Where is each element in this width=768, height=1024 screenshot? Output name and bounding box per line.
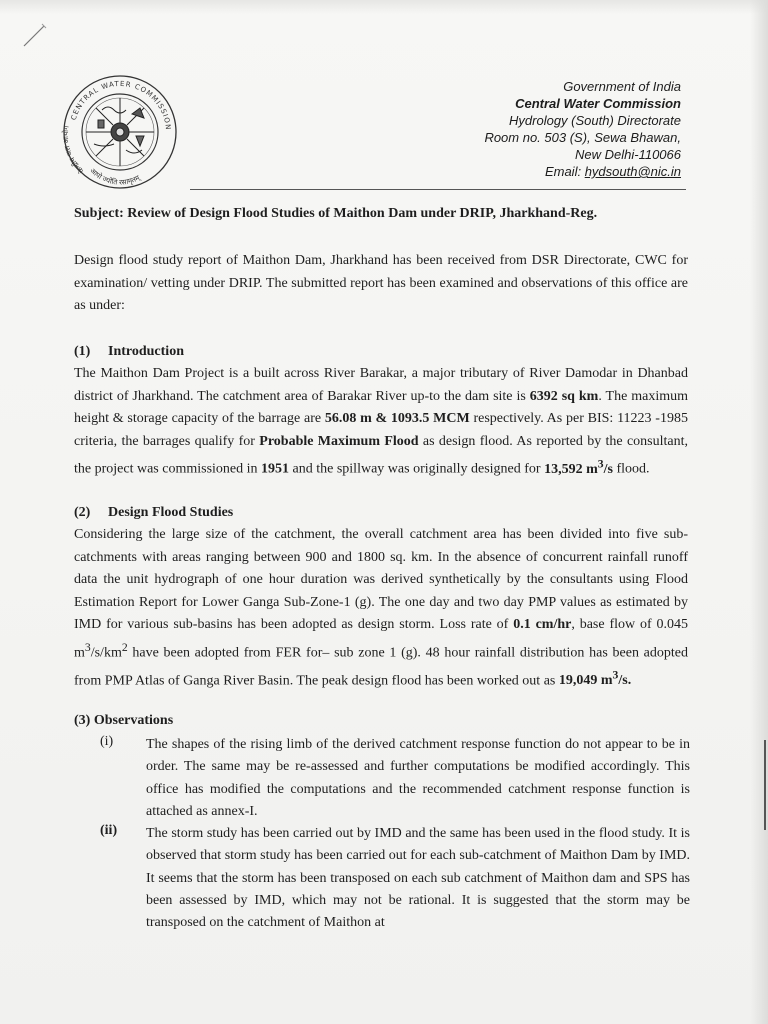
text-run: , base flow of 0.045 m — [74, 617, 688, 661]
email-link[interactable]: hydsouth@nic.in — [584, 164, 681, 179]
section-1-heading — [74, 344, 184, 360]
value-text: 19,049 m — [558, 673, 613, 689]
cwc-seal-logo — [50, 70, 190, 192]
pen-mark — [22, 22, 48, 48]
section-number: (1) — [74, 344, 91, 359]
section-3-heading: (3) Observations — [74, 713, 174, 728]
city-line: New Delhi-110066 — [575, 147, 681, 162]
superscript: 3 — [597, 457, 604, 470]
text-run: . The maximum height & storage capacity of the barrage are — [74, 388, 689, 426]
section-number: (2) — [74, 505, 91, 520]
room-line: Room no. 503 (S), Sewa Bhawan, — [484, 130, 681, 145]
scan-edge-mark — [764, 740, 766, 830]
value-text: 13,592 m — [544, 461, 598, 477]
org-line: Central Water Commission — [515, 96, 681, 111]
scan-right-edge — [750, 0, 768, 1024]
section-1-paragraph — [74, 363, 688, 481]
text-run: The Maithon Dam Project is a built across River Barakar, a major tributary of River Damodar in Dhanbad district of Jharkhand. The catchment area of Barakar River up-to the dam site is — [74, 366, 688, 404]
intro-paragraph: Design flood study report of Maithon Dam, Jharkhand has been received from DSR Directorate, CWC for examination/ vetting under DRIP. The submitted report has been examined and observations of this office are as under: — [74, 253, 688, 313]
text-run: as design flood. As reported by the consultant, the project was commissioned in — [74, 433, 688, 477]
unit-text: /s. — [618, 673, 632, 689]
header-divider — [190, 189, 686, 190]
subject-line: Subject: Review of Design Flood Studies of Maithon Dam under DRIP, Jharkhand-Reg. — [74, 206, 598, 221]
text-run: /s/km — [90, 645, 122, 661]
loss-rate-value: 0.1 cm/hr — [513, 617, 572, 632]
unit-text: /s — [603, 461, 613, 477]
letterhead-address — [361, 78, 681, 180]
commission-year: 1951 — [261, 461, 290, 477]
seal-bottom-text: आपो ज्योति रसामृतम् — [88, 166, 142, 187]
text-run: and the spillway was originally designed for — [289, 461, 545, 477]
gov-line: Government of India — [563, 79, 681, 94]
scan-top-edge — [0, 0, 768, 14]
spillway-design-flood — [544, 457, 613, 477]
section-title: Introduction — [108, 344, 184, 359]
superscript: 3 — [612, 668, 619, 682]
text-run: flood. — [612, 461, 650, 477]
item-marker: (i) — [100, 734, 114, 749]
seal-left-text: केन्द्रीय जल आयोग — [61, 125, 86, 175]
section-title: Design Flood Studies — [108, 505, 234, 520]
catchment-area-value: 6392 sq km — [529, 388, 599, 404]
item-marker: (ii) — [100, 823, 118, 838]
text-run: Considering the large size of the catchment, the overall catchment area has been divided into five sub-catchments with areas ranging between 900 and 1800 sq. km. In the absence of concurrent rainfall runoff data the unit hydrograph of one hour duration was derived synthetically by the consultants using Flood Estimation Report for Lower Ganga Sub-Zone-1 (g). The one day and two day PMP values as estimated by IMD for various sub-basins has been adopted as design storm. Loss rate of — [74, 527, 688, 632]
superscript: 2 — [121, 640, 128, 654]
email-line — [361, 163, 681, 180]
height-capacity-value: 56.08 m & 1093.5 MCM — [324, 411, 470, 426]
superscript: 3 — [84, 640, 91, 654]
email-label: Email: — [544, 164, 585, 179]
seal-top-text: CENTRAL WATER COMMISSION — [69, 79, 173, 131]
observation-text: The storm study has been carried out by IMD and the same has been used in the flood study. It is observed that storm study has been carried out for each sub-catchment of Maithon Dam by IMD. It seems that the storm has been transposed on each sub catchment of Maithon dam and SPS has been assessed by IMD, which may not be rational. It is suggested that the storm may be transposed on the catchment of Maithon at — [146, 826, 690, 931]
text-run: respectively. As per BIS: 11223 -1985 criteria, the barrages qualify for — [74, 411, 688, 449]
section-2-heading — [74, 505, 233, 521]
directorate-line: Hydrology (South) Directorate — [509, 113, 681, 128]
pmf-term: Probable Maximum Flood — [259, 433, 419, 449]
text-run: have been adopted from FER for– sub zone 1 (g). 48 hour rainfall distribution has been adopted from PMP Atlas of Ganga River Basin. The peak design flood has been worked out as — [74, 645, 688, 689]
observation-text: The shapes of the rising limb of the derived catchment response function do not appear to be in order. The same may be re-assessed and further computations be modified accordingly. This office has modified the computations and the recommended catchment response function is attached as annex-I. — [146, 737, 690, 819]
section-2-paragraph — [74, 524, 688, 693]
peak-design-flood — [558, 668, 632, 689]
